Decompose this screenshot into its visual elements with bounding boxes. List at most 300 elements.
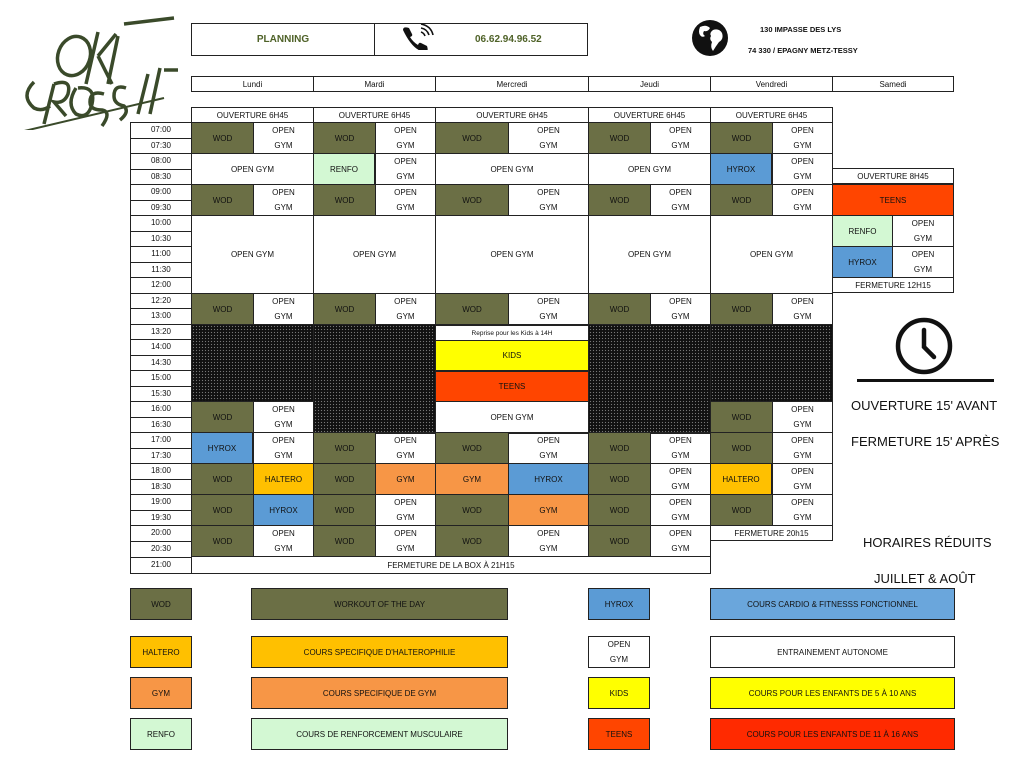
day-label: Samedi [879,79,907,89]
gym-label: GYM [671,141,690,150]
open-label: OPEN [669,297,692,306]
legend-description [251,677,508,709]
class-label: HALTERO [264,474,303,484]
ouverture-lundi [191,107,314,123]
open-gym-cell [253,525,314,557]
legend-description [251,636,508,668]
gym-label: GYM [396,513,415,522]
class-label: WOD [334,505,355,515]
class-label: WOD [609,195,630,205]
gym-label: GYM [396,544,415,553]
time-divider [130,215,192,216]
legend-description [710,588,955,620]
crossfit-logo-graphic [14,14,180,130]
clock-underline [857,379,994,382]
day-label: Jeudi [639,79,660,89]
legend-code [588,588,650,620]
class-label: WOD [212,133,233,143]
time-divider [130,277,192,278]
open-gym-full [588,153,711,185]
time-divider [130,525,192,526]
time-label: 08:30 [150,172,172,181]
time-divider [130,324,192,325]
open-gym-full [435,215,589,294]
gym-cell [508,494,589,526]
time-divider [130,231,192,232]
open-label: OPEN [537,126,560,135]
open-gym-cell [772,401,833,433]
open-gym-cell [772,122,833,154]
time-divider [130,339,192,340]
class-label: GYM [396,474,415,484]
open-gym-cell [375,432,436,464]
hyrox-cell [191,432,253,464]
ouverture-label: OUVERTURE 6H45 [338,110,411,120]
legend-description-label: COURS DE RENFORCEMENT MUSCULAIRE [296,729,463,739]
wod-cell [588,293,651,325]
legend-code [588,636,650,668]
class-label: WOD [334,474,355,484]
phone-icon [397,24,439,55]
fermeture-samedi [832,277,954,293]
gym-label: GYM [671,203,690,212]
open-label: OPEN [394,529,417,538]
fermeture-box-label: FERMETURE DE LA BOX À 21H15 [387,560,515,570]
open-label: OPEN [272,436,295,445]
wod-cell [710,401,773,433]
wod-cell [588,525,651,557]
legend-description-label: WORKOUT OF THE DAY [333,599,426,609]
class-label: WOD [731,195,752,205]
open-label: OPEN [394,157,417,166]
planning-title-box [191,23,375,56]
class-label: HYROX [726,164,756,174]
open-label: OPEN [791,157,814,166]
time-label: 16:30 [150,420,172,429]
time-label: 09:00 [150,187,172,196]
class-label: TEENS [498,382,526,391]
legend-description [710,718,955,750]
gym-label: GYM [793,513,812,522]
open-gym-cell [650,432,711,464]
fermeture-box [191,556,711,574]
renfo-cell [313,153,375,185]
wod-cell [191,293,254,325]
gym-label: GYM [793,203,812,212]
note-ouverture: OUVERTURE 15' AVANT [851,398,998,413]
wod-cell [313,122,376,154]
class-label: RENFO [848,226,877,236]
open-gym-cell [253,293,314,325]
open-gym-cell [650,184,711,216]
class-label: OPEN GYM [627,250,672,259]
closed-block [313,324,436,434]
open-gym-full [435,153,589,185]
open-gym-cell [772,293,833,325]
legend-description-label: COURS POUR LES ENFANTS DE 5 À 10 ANS [748,688,917,698]
class-label: WOD [212,474,233,484]
class-label: HYROX [848,257,877,267]
time-label: 17:30 [150,451,172,460]
class-label: GYM [462,474,482,484]
closed-block [588,324,711,434]
fermeture-label: FERMETURE 20h15 [734,528,809,538]
class-label: WOD [609,536,630,546]
wod-cell [313,525,376,557]
open-gym-full [313,215,436,294]
legend-code [588,718,650,750]
logo [14,14,180,130]
time-label: 08:00 [150,156,172,165]
teens-cell [435,371,589,402]
open-label: OPEN [669,467,692,476]
class-label: WOD [334,443,355,453]
open-gym-cell [892,215,954,247]
class-label: HYROX [207,443,237,453]
open-label: OPEN [537,188,560,197]
teens-cell [832,184,954,216]
time-label: 15:30 [150,389,172,398]
gym-label: GYM [539,141,558,150]
class-label: WOD [212,505,233,515]
legend-code-label: KIDS [609,688,629,698]
reprise-kids-box [435,325,589,341]
time-label: 11:30 [151,265,171,274]
time-divider [130,184,192,185]
open-gym-cell [650,293,711,325]
class-label: WOD [334,195,355,205]
class-label: OPEN GYM [490,250,534,259]
open-label: OPEN [394,436,417,445]
gym-label: GYM [671,513,690,522]
gym-cell [435,463,509,495]
time-divider [130,262,192,263]
gym-label: GYM [793,312,812,321]
open-label: OPEN [669,436,692,445]
open-label: OPEN [669,498,692,507]
time-label: 14:00 [150,342,172,351]
day-label: Vendredi [755,79,788,89]
time-label: 19:00 [150,497,172,506]
gym-cell [375,463,436,495]
hyrox-cell [710,153,772,185]
time-label: 07:00 [150,125,172,134]
gym-label: GYM [913,234,933,243]
clock-icon [894,316,958,376]
class-label: WOD [212,195,233,205]
gym-label: GYM [793,172,812,181]
legend-description-label: ENTRAINEMENT AUTONOME [777,647,888,657]
wod-cell [313,184,376,216]
wod-cell [588,122,651,154]
open-gym-cell [253,122,314,154]
open-gym-cell [772,494,833,526]
wod-cell [435,432,509,464]
gym-label: GYM [274,451,293,460]
ouverture-label: OUVERTURE 6H45 [613,110,686,120]
gym-label: GYM [396,172,415,181]
class-label: WOD [462,505,482,515]
hyrox-cell [832,246,893,278]
time-label: 14:30 [150,358,172,367]
legend-code [130,718,192,750]
class-label: WOD [212,536,233,546]
open-gym-full [191,153,314,185]
open-label: OPEN [272,297,295,306]
time-divider [130,557,192,558]
time-divider [130,401,192,402]
day-header-mercredi [435,76,589,92]
open-label: OPEN [791,126,814,135]
class-label: OPEN GYM [627,164,672,174]
open-gym-cell [508,432,589,464]
time-label: 15:00 [150,373,172,382]
wod-cell [313,494,376,526]
legend-code [130,588,192,620]
time-divider [130,308,192,309]
note-periode: JUILLET & AOÛT [874,571,976,586]
ouverture-vendredi [710,107,833,123]
class-label: WOD [334,304,355,314]
open-gym-cell [508,184,589,216]
legend-code [130,677,192,709]
legend-code-label: TEENS [605,729,633,739]
open-label: OPEN [791,436,814,445]
legend-code-label: GYM [609,655,629,664]
time-label: 18:00 [150,466,172,475]
wod-cell [191,401,254,433]
legend-code-label: WOD [151,599,171,609]
wod-cell [191,463,254,495]
wod-cell [588,432,651,464]
gym-label: GYM [274,203,293,212]
day-header-samedi [832,76,954,92]
gym-label: GYM [274,420,293,429]
class-label: WOD [609,474,630,484]
legend-description [710,677,955,709]
legend-code [130,636,192,668]
ouverture-label: OUVERTURE 8H45 [857,171,929,181]
open-gym-cell [650,122,711,154]
class-label: OPEN GYM [230,250,275,259]
open-label: OPEN [272,529,295,538]
open-label: OPEN [394,188,417,197]
open-gym-cell [375,293,436,325]
open-gym-full [191,215,314,294]
open-label: OPEN [394,498,417,507]
open-gym-full [588,215,711,294]
open-label: OPEN [791,188,814,197]
class-label: OPEN GYM [490,164,534,174]
time-divider [130,355,192,356]
gym-label: GYM [793,451,812,460]
time-label: 10:00 [150,218,172,227]
wod-cell [435,293,509,325]
legend-description-label: COURS SPECIFIQUE DE GYM [322,688,437,698]
hyrox-cell [253,494,314,526]
gym-label: GYM [539,544,558,553]
open-gym-cell [650,494,711,526]
class-label: WOD [731,304,752,314]
class-label: OPEN GYM [230,164,275,174]
gym-label: GYM [671,544,690,553]
open-label: OPEN [791,405,814,414]
open-label: OPEN [669,529,692,538]
reprise-kids-label: Reprise pour les Kids à 14H [471,330,553,337]
hyrox-cell [508,463,589,495]
wod-cell [191,494,254,526]
open-gym-cell [375,184,436,216]
class-label: WOD [609,304,630,314]
time-divider [130,153,192,154]
open-gym-full [710,215,833,294]
open-gym-cell [508,122,589,154]
legend-code-label: GYM [151,688,171,698]
open-gym-cell [772,463,833,495]
closed-block [191,324,314,402]
note-horaires-reduits: HORAIRES RÉDUITS [863,535,992,550]
open-gym-cell [375,122,436,154]
time-label: 20:30 [150,544,172,553]
class-label: OPEN GYM [490,413,534,422]
legend-code-label: RENFO [147,729,175,739]
open-gym-cell [253,432,314,464]
class-label: WOD [609,505,630,515]
open-label: OPEN [791,467,814,476]
wod-cell [710,184,773,216]
class-label: HYROX [269,505,298,515]
wod-cell [435,122,509,154]
gym-label: GYM [274,544,293,553]
wod-cell [435,525,509,557]
class-label: WOD [212,304,233,314]
open-gym-cell [375,153,436,185]
time-divider [130,138,192,139]
time-divider [130,417,192,418]
class-label: OPEN GYM [352,250,397,259]
wod-cell [710,494,773,526]
open-label: OPEN [537,529,560,538]
gym-label: GYM [539,312,558,321]
time-label: 19:30 [150,513,172,522]
wod-cell [191,525,254,557]
open-gym-cell [772,432,833,464]
kids-cell [435,340,589,371]
class-label: HYROX [534,474,563,484]
open-gym-cell [508,293,589,325]
time-label: 16:00 [150,404,172,413]
open-label: OPEN [911,219,935,228]
class-label: WOD [462,536,482,546]
legend-description [710,636,955,668]
gym-label: GYM [539,203,558,212]
class-label: WOD [462,133,482,143]
ouverture-label: OUVERTURE 6H45 [216,110,289,120]
ouverture-label: OUVERTURE 6H45 [735,110,808,120]
class-label: WOD [334,536,355,546]
wod-cell [313,293,376,325]
time-divider [130,510,192,511]
ouverture-mercredi [435,107,589,123]
open-label: OPEN [911,250,935,259]
wod-cell [588,184,651,216]
time-label: 07:30 [150,141,172,150]
address-line-2: 74 330 / EPAGNY METZ-TESSY [748,46,858,55]
closed-block [710,324,833,402]
time-label: 09:30 [150,203,172,212]
fermeture-label: FERMETURE 12H15 [855,280,931,290]
open-gym-cell [650,525,711,557]
wod-cell [588,463,651,495]
legend-code-label: HALTERO [142,647,180,657]
address-line-1: 130 IMPASSE DES LYS [760,25,842,34]
wod-cell [710,122,773,154]
legend-description-label: COURS POUR LES ENFANTS DE 11 À 16 ANS [746,729,919,739]
class-label: WOD [731,443,752,453]
open-gym-cell [253,184,314,216]
time-divider [130,494,192,495]
day-label: Mercredi [496,79,528,89]
time-label: 20:00 [150,528,172,537]
phone-number: 06.62.94.96.52 [475,34,542,45]
wod-cell [191,122,254,154]
class-label: KIDS [502,351,522,360]
time-label: 12:20 [150,296,172,305]
time-divider [130,200,192,201]
gym-label: GYM [274,141,293,150]
time-divider [130,432,192,433]
open-label: OPEN [791,297,814,306]
gym-label: GYM [274,312,293,321]
wod-cell [588,494,651,526]
gym-label: GYM [396,451,415,460]
class-label: WOD [212,412,233,422]
gym-label: GYM [671,482,690,491]
gym-label: GYM [671,451,690,460]
open-gym-cell [650,463,711,495]
open-gym-cell [253,401,314,433]
class-label: WOD [731,412,752,422]
class-label: RENFO [330,164,358,174]
globe-icon [686,18,734,58]
ouverture-label: OUVERTURE 6H45 [476,110,548,120]
wod-cell [313,463,376,495]
time-divider [130,479,192,480]
time-divider [130,386,192,387]
open-label: OPEN [537,436,560,445]
wod-cell [313,432,376,464]
wod-cell [435,494,509,526]
legend-description-label: COURS SPECIFIQUE D'HALTEROPHILIE [303,647,456,657]
day-header-lundi [191,76,314,92]
ouverture-jeudi [588,107,711,123]
open-label: OPEN [669,188,692,197]
legend-description [251,718,508,750]
legend-code [588,677,650,709]
day-label: Mardi [364,79,385,89]
legend-description [251,588,508,620]
class-label: WOD [609,133,630,143]
class-label: HALTERO [722,474,760,484]
ouverture-mardi [313,107,436,123]
open-gym-cell [892,246,954,278]
day-label: Lundi [242,79,263,89]
day-header-vendredi [710,76,833,92]
open-label: OPEN [394,297,417,306]
open-label: OPEN [537,297,560,306]
time-divider [130,370,192,371]
open-label: OPEN [791,498,814,507]
